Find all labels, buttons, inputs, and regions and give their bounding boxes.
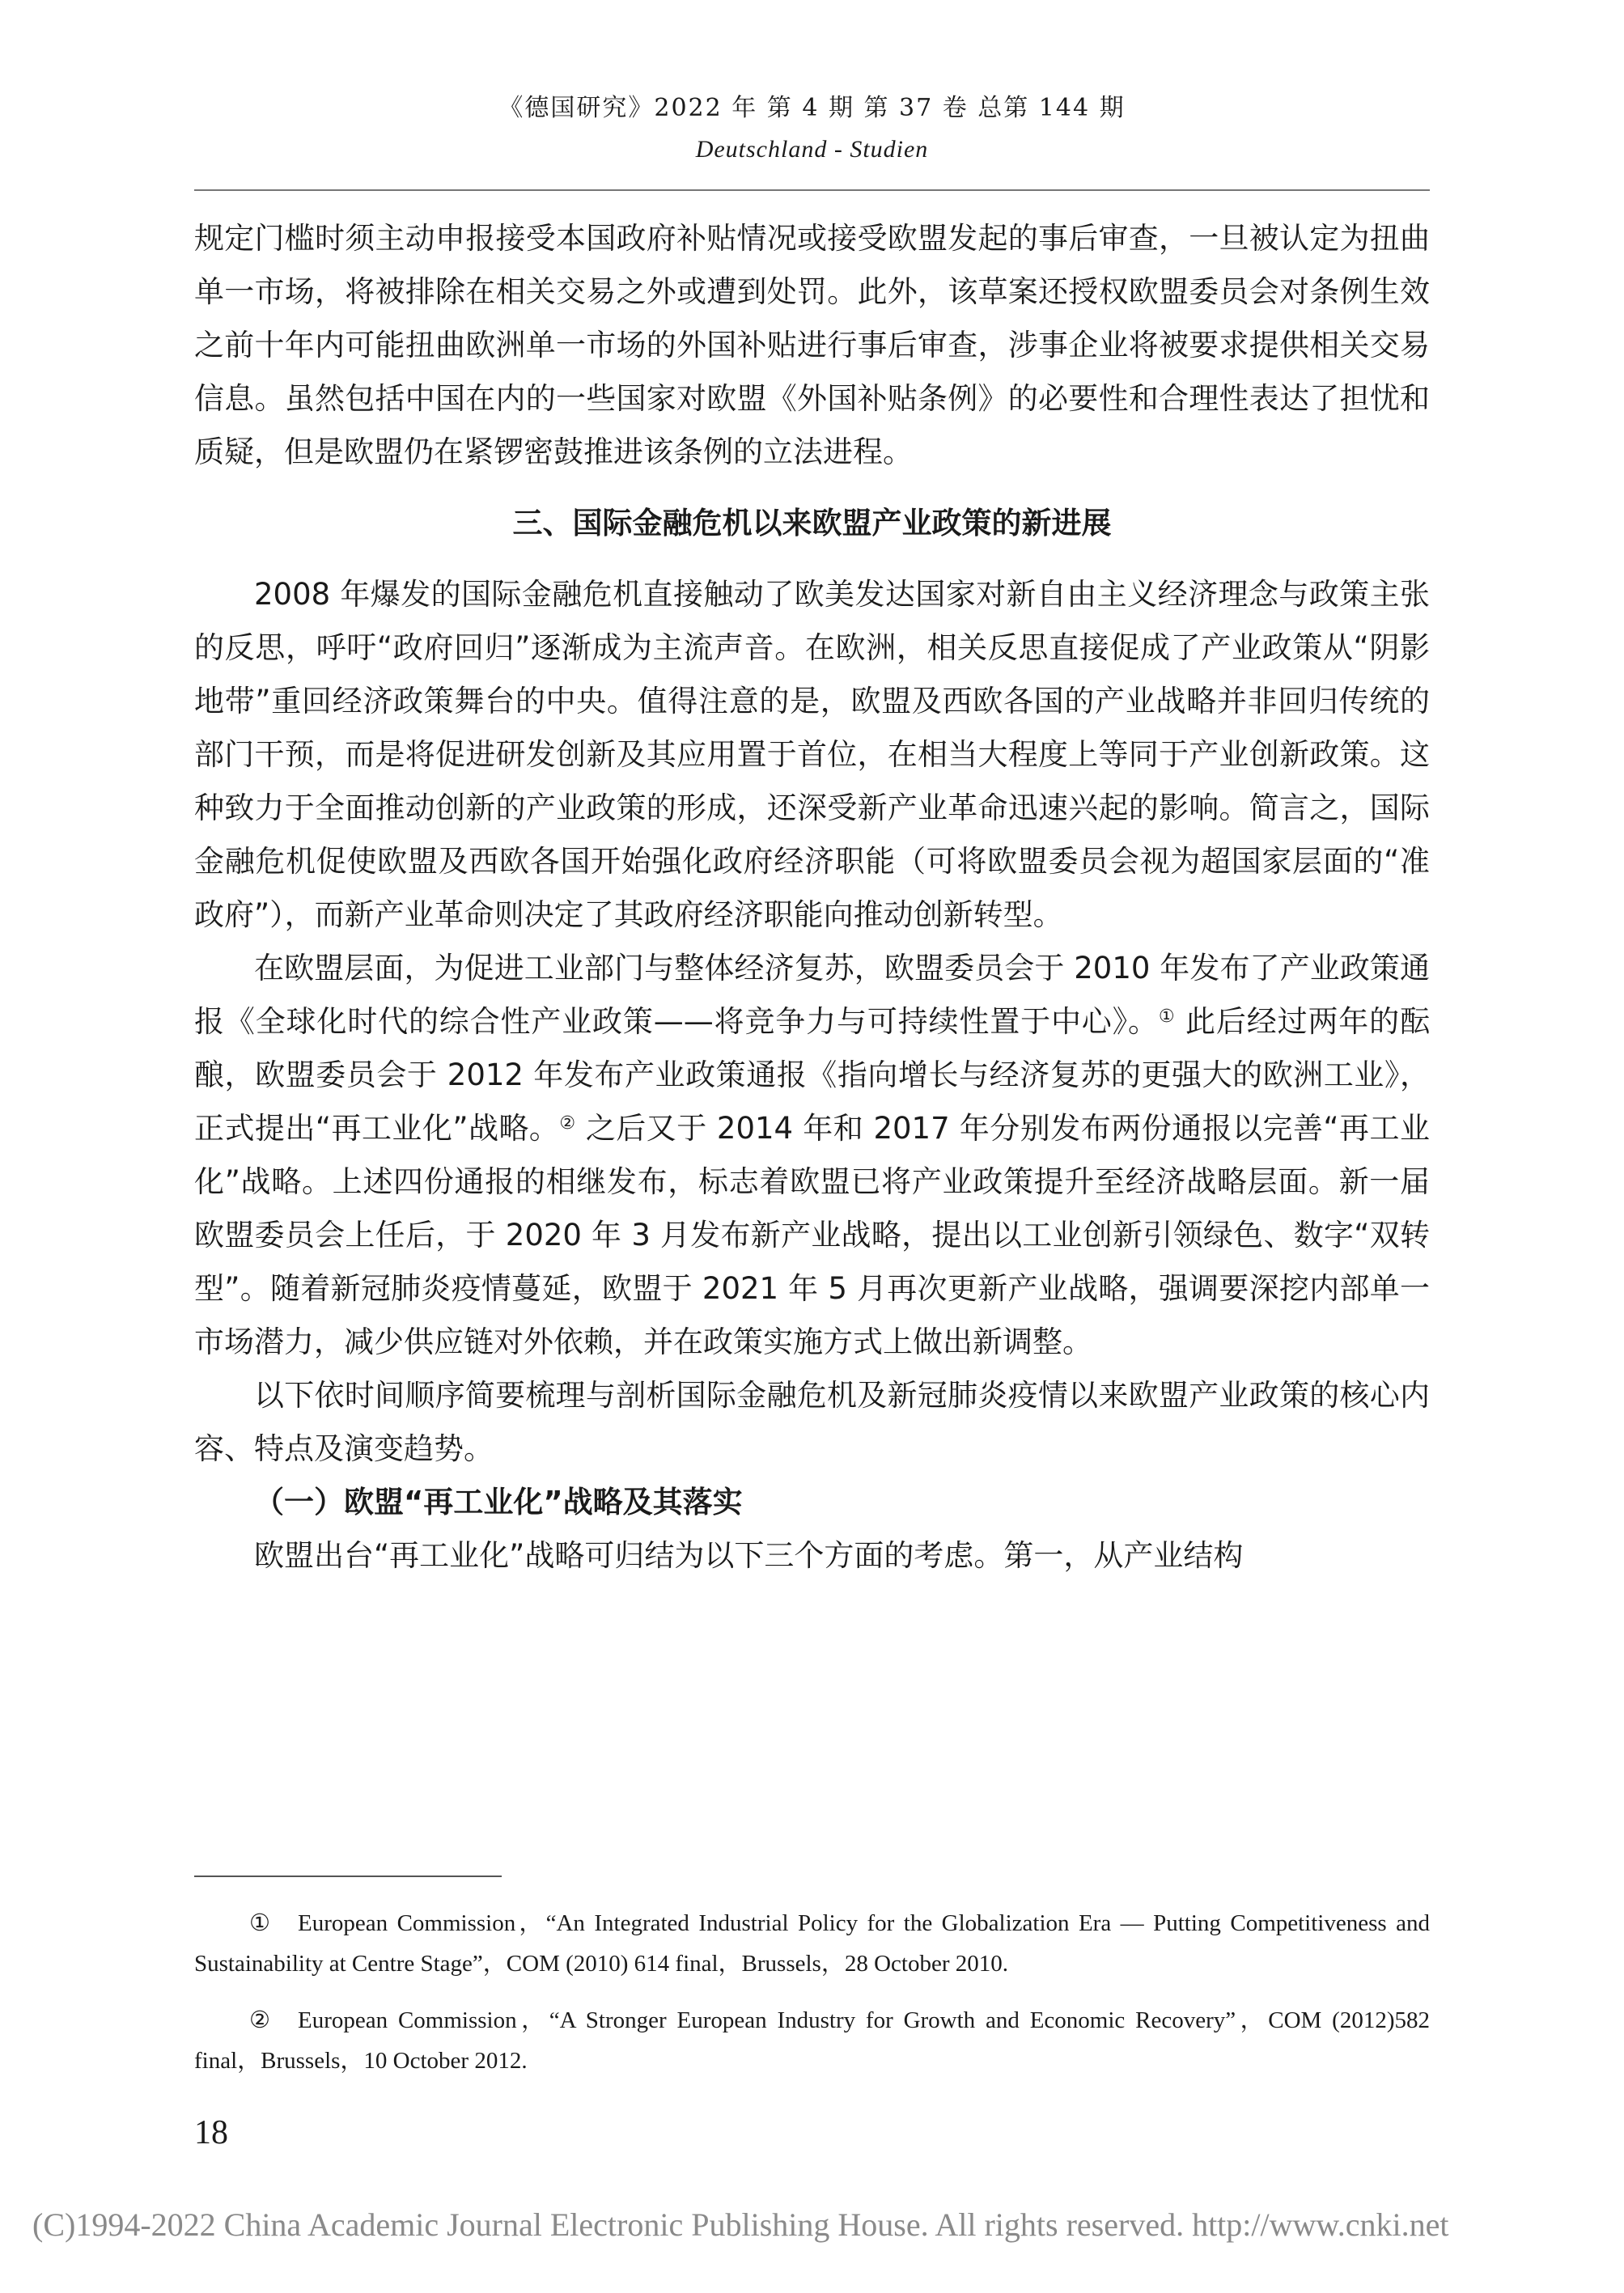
footnote-text: European Commission，“An Integrated Industrial Policy for the Globalization Era — Putting Competitiveness and Sustainability at Centre Stage”，COM (2010) 614 final，Brussels，28 October 2010. — [194, 1910, 1430, 1977]
footnote-divider — [194, 1876, 502, 1877]
paragraph-eu-level — [194, 942, 1430, 1369]
section-heading: 三、国际金融危机以来欧盟产业政策的新进展 — [512, 506, 1112, 540]
footnote-mark: ① — [249, 1910, 270, 1936]
subsection-heading: （一）欧盟“再工业化”战略及其落实 — [254, 1485, 743, 1519]
page-number: 18 — [194, 2114, 228, 2151]
journal-header-line: 《德国研究》2022 年 第 4 期 第 37 卷 总第 144 期 — [498, 94, 1126, 122]
copyright-watermark: (C)1994-2022 China Academic Journal Electronic Publishing House. All rights reserved. http://www.cnki.net — [32, 2206, 1449, 2243]
paragraph-overview: 以下依时间顺序简要梳理与剖析国际金融危机及新冠肺炎疫情以来欧盟产业政策的核心内容、特点及演变趋势。 — [194, 1378, 1430, 1466]
paragraph-eu-level-part3: 之后又于 2014 年和 2017 年分别发布两份通报以完善“再工业化”战略。上述四份通报的相继发布，标志着欧盟已将产业政策提升至经济战略层面。新一届欧盟委员会上任后，于 2020 年 3 月发布新产业战略，提出以工业创新引领绿色、数字“双转型”。随着新冠肺炎疫情蔓延，欧盟于 2021 年 5 月再次更新产业战略，强调要深挖内部单一市场潜力，减少供应链对外依赖，并在政策实施方式上做出新调整。 — [194, 1111, 1430, 1359]
article-body — [194, 212, 1430, 1583]
header-divider — [194, 189, 1430, 191]
footnote-ref-2[interactable]: ② — [559, 1113, 576, 1134]
footnote-ref-1[interactable]: ① — [1158, 1007, 1176, 1027]
paragraph-reindustrialization: 欧盟出台“再工业化”战略可归结为以下三个方面的考虑。第一，从产业结构 — [254, 1538, 1244, 1573]
journal-subtitle: Deutschland - Studien — [695, 136, 929, 163]
footnote-item — [194, 1903, 1430, 1984]
footnotes — [194, 1903, 1430, 2097]
footnote-item — [194, 2000, 1430, 2081]
continued-paragraph: 规定门槛时须主动申报接受本国政府补贴情况或接受欧盟发起的事后审查，一旦被认定为扭曲单一市场，将被排除在相关交易之外或遭到处罚。此外，该草案还授权欧盟委员会对条例生效之前十年内可能扭曲欧洲单一市场的外国补贴进行事后审查，涉事企业将被要求提供相关交易信息。虽然包括中国在内的一些国家对欧盟《外国补贴条例》的必要性和合理性表达了担忧和质疑，但是欧盟仍在紧锣密鼓推进该条例的立法进程。 — [194, 221, 1430, 469]
footnote-text: European Commission，“A Stronger European Industry for Growth and Economic Recovery”，COM (2012)582 final，Brussels，10 October 2012. — [194, 2007, 1430, 2074]
paragraph-eu-level-part1: 在欧盟层面，为促进工业部门与整体经济复苏，欧盟委员会于 2010 年发布了产业政策通报《全球化时代的综合性产业政策——将竞争力与可持续性置于中心》。 — [194, 951, 1430, 1039]
footnote-mark: ② — [249, 2007, 270, 2033]
paragraph-eu-level-part2: 此后经过两年的酝酿，欧盟委员会于 2012 年发布产业政策通报《指向增长与经济复苏的更强大的欧洲工业》，正式提出“再工业化”战略。 — [194, 1004, 1430, 1146]
paragraph-financial-crisis: 2008 年爆发的国际金融危机直接触动了欧美发达国家对新自由主义经济理念与政策主张的反思，呼吁“政府回归”逐渐成为主流声音。在欧洲，相关反思直接促成了产业政策从“阴影地带”重回经济政策舞台的中央。值得注意的是，欧盟及西欧各国的产业战略并非回归传统的部门干预，而是将促进研发创新及其应用置于首位，在相当大程度上等同于产业创新政策。这种致力于全面推动创新的产业政策的形成，还深受新产业革命迅速兴起的影响。简言之，国际金融危机促使欧盟及西欧各国开始强化政府经济职能（可将欧盟委员会视为超国家层面的“准政府”），而新产业革命则决定了其政府经济职能向推动创新转型。 — [194, 577, 1430, 932]
